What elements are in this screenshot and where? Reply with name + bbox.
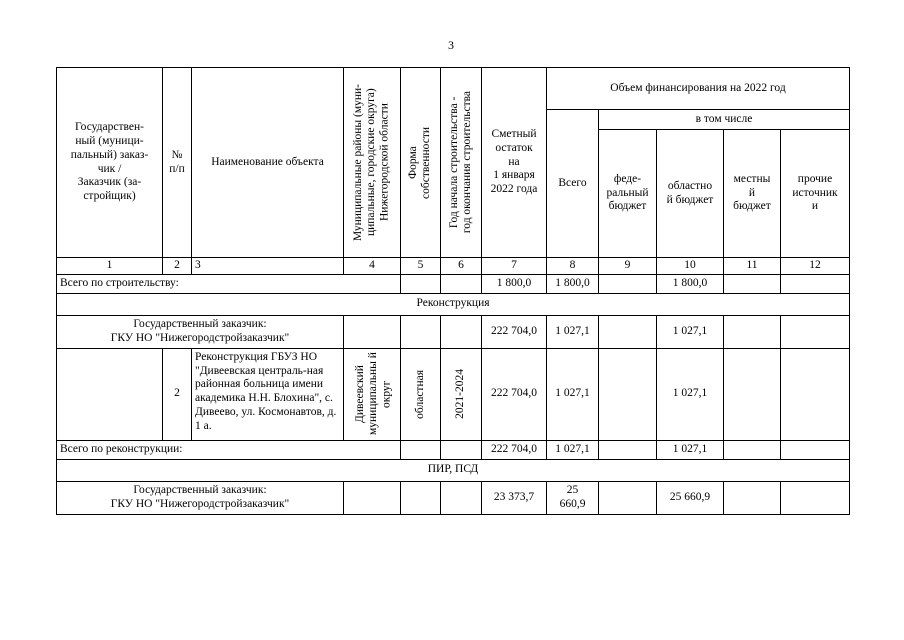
cell-district <box>344 348 401 440</box>
cell-regional: 25 660,9 <box>657 481 724 514</box>
header-ownership-text: Форма собственности <box>407 126 433 199</box>
col-num: 4 <box>344 258 401 275</box>
cell-regional: 1 027,1 <box>657 348 724 440</box>
cell-total: 1 027,1 <box>547 315 599 348</box>
section-title: ПИР, ПСД <box>57 459 850 481</box>
cell-estimate: 1 800,0 <box>482 274 547 293</box>
customer-label: Государственный заказчик: ГКУ НО "Нижегородстройзаказчик" <box>57 315 344 348</box>
col-num: 9 <box>599 258 657 275</box>
header-districts <box>344 68 401 258</box>
header-total: Всего <box>547 110 599 258</box>
col-num: 5 <box>401 258 441 275</box>
section-title: Реконструкция <box>57 293 850 315</box>
section-row <box>57 293 850 315</box>
cell-estimate: 23 373,7 <box>482 481 547 514</box>
cell-estimate: 222 704,0 <box>482 440 547 459</box>
header-local: местны й бюджет <box>724 130 781 258</box>
header-estimate: Сметный остаток на 1 января 2022 года <box>482 68 547 258</box>
cell-regional: 1 027,1 <box>657 440 724 459</box>
cell-total: 1 027,1 <box>547 440 599 459</box>
header-object-name: Наименование объекта <box>192 68 344 258</box>
table-row <box>57 274 850 293</box>
header-number: № п/п <box>163 68 192 258</box>
col-num: 11 <box>724 258 781 275</box>
customer-label: Государственный заказчик: ГКУ НО "Нижегородстройзаказчик" <box>57 481 344 514</box>
col-num: 2 <box>163 258 192 275</box>
col-num: 12 <box>781 258 850 275</box>
cell-total: 1 800,0 <box>547 274 599 293</box>
cell-years <box>441 348 482 440</box>
col-num: 3 <box>192 258 344 275</box>
col-num: 6 <box>441 258 482 275</box>
header-years <box>441 68 482 258</box>
header-customer: Государствен- ный (муници- пальный) заказ- чик / Заказчик (за- стройщик) <box>57 68 163 258</box>
cell-ownership <box>401 348 441 440</box>
financing-table <box>56 67 850 515</box>
col-num: 10 <box>657 258 724 275</box>
cell-estimate: 222 704,0 <box>482 348 547 440</box>
page-number: 3 <box>448 38 454 52</box>
header-years-text: Год начала строительства - год окончания строительства <box>447 91 473 234</box>
cell-total: 25 660,9 <box>547 481 599 514</box>
cell-number: 2 <box>163 348 192 440</box>
col-num: 1 <box>57 258 163 275</box>
cell-regional: 1 800,0 <box>657 274 724 293</box>
table-row <box>57 315 850 348</box>
cell-ownership-text: областная <box>413 369 426 419</box>
cell-district-text: Дивеевский муниципальны й округ <box>354 352 393 436</box>
col-num: 8 <box>547 258 599 275</box>
col-num: 7 <box>482 258 547 275</box>
header-other: прочие источник и <box>781 130 850 258</box>
header-districts-text: Муниципальные районы (муни- ципальные, городские округа) Нижегородской области <box>352 83 391 242</box>
cell-estimate: 222 704,0 <box>482 315 547 348</box>
cell-regional: 1 027,1 <box>657 315 724 348</box>
header-financing: Объем финансирования на 2022 год <box>547 68 850 110</box>
section-row <box>57 459 850 481</box>
cell-years-text: 2021-2024 <box>454 369 467 420</box>
row-label: Всего по реконструкции: <box>57 440 401 459</box>
table-row <box>57 481 850 514</box>
header-including: в том числе <box>599 110 850 130</box>
column-numbers-row <box>57 258 850 275</box>
table-row <box>57 440 850 459</box>
table-row <box>57 348 850 440</box>
cell-object-name: Реконструкция ГБУЗ НО "Дивеевская централь-ная районная больница имени академика Н.Н. Блохина", с. Дивеево, ул. Космонавтов, д. 1 а. <box>192 348 344 440</box>
row-label: Всего по строительству: <box>57 274 401 293</box>
header-federal: феде- ральный бюджет <box>599 130 657 258</box>
header-regional: областно й бюджет <box>657 130 724 258</box>
header-ownership <box>401 68 441 258</box>
cell-total: 1 027,1 <box>547 348 599 440</box>
